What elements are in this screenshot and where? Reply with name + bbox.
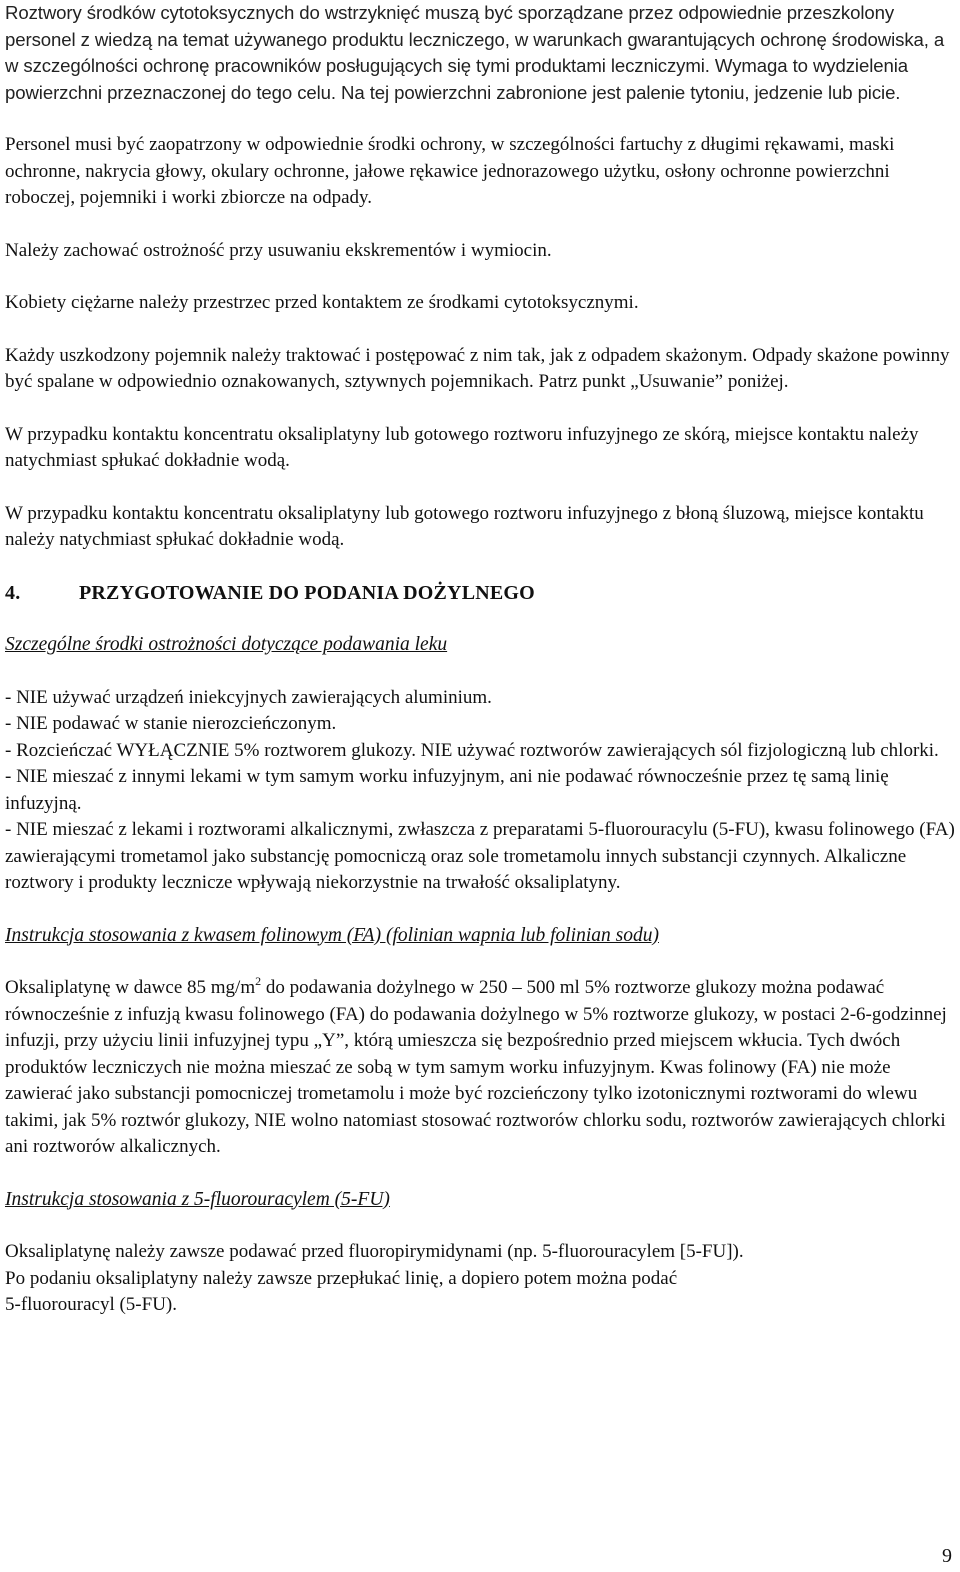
list-item: - NIE podawać w stanie nierozcieńczonym.	[5, 713, 337, 734]
intro-paragraph-pregnant-women: Kobiety ciężarne należy przestrzec przed kontaktem ze środkami cytotoksycznymi.	[5, 292, 639, 313]
intro-paragraph-skin-contact: W przypadku kontaktu koncentratu oksaliplatyny lub gotowego roztworu infuzyjnego ze skórą, miejsce kontaktu należy natychmiast spłukać dokładnie wodą.	[5, 423, 919, 471]
list-item: - Rozcieńczać WYŁĄCZNIE 5% roztworem glukozy. NIE używać roztworów zawierających sól fizjologiczną lub chlorki.	[5, 739, 939, 761]
folinic-acid-paragraph	[5, 975, 957, 1161]
fluorouracil-line-2: Po podaniu oksaliplatyny należy zawsze przepłukać linię, a dopiero potem można podać	[5, 1267, 678, 1289]
intro-paragraph-damaged-container: Każdy uszkodzony pojemnik należy traktować i postępować z nim tak, jak z odpadem skażonym. Odpady skażone powinny być spalane w odpowiednio oznakowanych, sztywnych pojemnikach. Patrz punkt „Usuwanie” poniżej.	[5, 344, 950, 392]
intro-paragraph-excreta: Należy zachować ostrożność przy usuwaniu ekskrementów i wymiocin.	[5, 239, 552, 261]
section-title: PRZYGOTOWANIE DO PODANIA DOŻYLNEGO	[79, 581, 535, 604]
precautions-heading: Szczególne środki ostrożności dotyczące podawania leku	[5, 634, 448, 655]
intro-paragraph-mucosa-contact: W przypadku kontaktu koncentratu oksaliplatyny lub gotowego roztworu infuzyjnego z błoną śluzową, miejsce kontaktu należy natychmiast spłukać dokładnie wodą.	[5, 502, 924, 550]
fluorouracil-line-1: Oksaliplatynę należy zawsze podawać przed fluoropirymidynami (np. 5-fluorouracylem [5-FU]).	[5, 1241, 744, 1262]
fluorouracil-paragraph	[5, 1239, 957, 1319]
folinic-text-rest: do podawania dożylnego w 250 – 500 ml 5% roztworze glukozy można podawać równocześnie z infuzją kwasu folinowego (FA) do podawania dożylnego w 5% roztworze glukozy, w postaci 2-6-godzinnej infuzji, przy użyciu linii infuzyjnej typu „Y”, którą umieszcza się bezpośrednio przed miejscem wkłucia. Tych dwóch produktów leczniczych nie można mieszać ze sobą w tym samym worku infuzyjnym. Kwas folinowy (FA) nie może zawierać jako substancji pomocniczej trometamolu i może być rozcieńczony tylko izotonicznymi roztworami do wlewu takimi, jak 5% roztwór glukozy, NIE wolno natomiast stosować roztworów chlorku sodu, roztworów zawierających chlorki ani roztworów alkalicznych.	[5, 977, 947, 1157]
precautions-list	[5, 685, 957, 897]
fluorouracil-line-3: 5-fluorouracyl (5-FU).	[5, 1294, 178, 1315]
superscript: 2	[255, 974, 262, 988]
intro-paragraph-preparation: Roztwory środków cytotoksycznych do wstrzyknięć muszą być sporządzane przez odpowiednie przeszkolony personel z wiedzą na temat używanego produktu leczniczego, w warunkach gwarantujących ochronę środowiska, a w szczególności ochronę pracowników posługujących się tymi produktami leczniczymi. Wymaga to wydzielenia powierzchni przeznaczonej do tego celu. Na tej powierzchni zabronione jest palenie tytoniu, jedzenie lub picie.	[5, 2, 945, 103]
document-page	[5, 0, 957, 1319]
section-heading	[5, 580, 957, 607]
folinic-acid-heading: Instrukcja stosowania z kwasem folinowym (FA) (folinian wapnia lub folinian sodu)	[5, 924, 659, 946]
list-item: - NIE mieszać z innymi lekami w tym samym worku infuzyjnym, ani nie podawać równocześnie przez tę samą linię infuzyjną.	[5, 766, 889, 814]
fluorouracil-heading: Instrukcja stosowania z 5-fluorouracylem (5-FU)	[5, 1188, 390, 1210]
list-item: - NIE mieszać z lekami i roztworami alkalicznymi, zwłaszcza z preparatami 5-fluorouracylu (5-FU), kwasu folinowego (FA) zawierającymi trometamol jako substancję pomocniczą oraz sole trometamolu innych substancji czynnych. Alkaliczne roztwory i produkty lecznicze wpływają niekorzystnie na trwałość oksaliplatyny.	[5, 819, 955, 893]
page-number: 9	[942, 1545, 952, 1567]
intro-paragraph-protective-equipment: Personel musi być zaopatrzony w odpowiednie środki ochrony, w szczególności fartuchy z długimi rękawami, maski ochronne, nakrycia głowy, okulary ochronne, jałowe rękawice jednorazowego użytku, osłony ochronne powierzchni roboczej, pojemniki i worki zbiorcze na odpady.	[5, 134, 895, 208]
list-item: - NIE używać urządzeń iniekcyjnych zawierających aluminium.	[5, 686, 492, 708]
section-number: 4.	[5, 581, 21, 604]
folinic-text-start: Oksaliplatynę w dawce 85 mg/m	[5, 977, 256, 998]
